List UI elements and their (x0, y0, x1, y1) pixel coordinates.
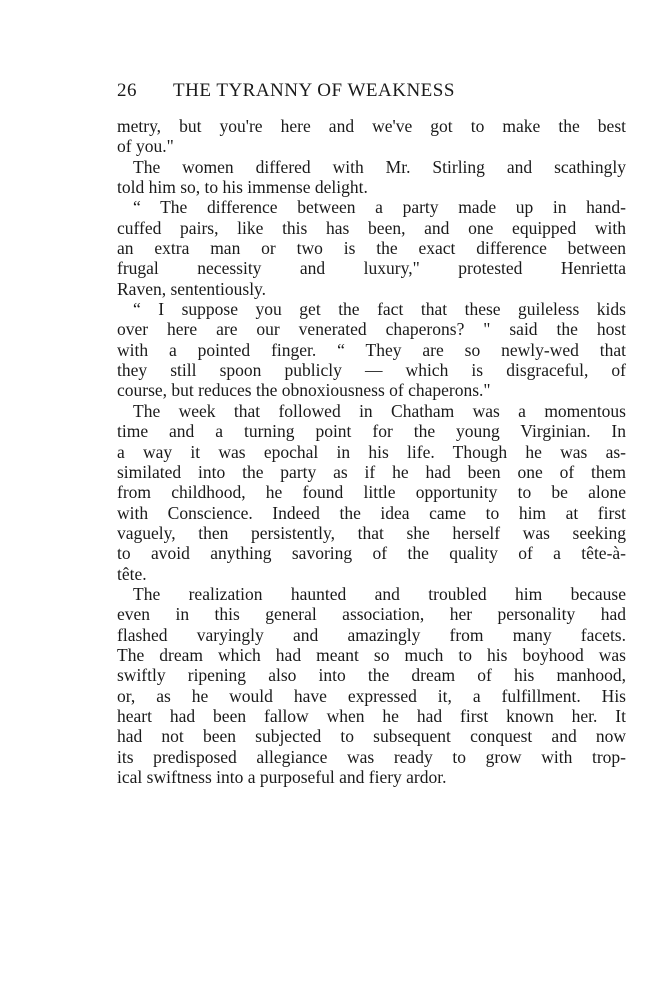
text-line: of you." (117, 136, 174, 157)
text-line: The week that followed in Chatham was a momentous (133, 400, 626, 421)
text-line: similated into the party as if he had been one of them (117, 461, 626, 482)
page-body-text (117, 116, 626, 787)
text-line: with Conscience. Indeed the idea came to him at first (117, 502, 626, 523)
text-line: time and a turning point for the young Virginian. In (117, 421, 626, 442)
text-line: tête. (117, 563, 147, 584)
text-line: from childhood, he found little opportunity to be alone (117, 482, 626, 503)
text-line: a way it was epochal in his life. Though he was as- (117, 441, 626, 462)
text-line: flashed varyingly and amazingly from many facets. (117, 624, 626, 645)
text-line: swiftly ripening also into the dream of his manhood, (117, 665, 626, 686)
text-line: The women differed with Mr. Stirling and scathingly (133, 156, 626, 177)
running-title: THE TYRANNY OF WEAKNESS (173, 80, 455, 101)
page-number: 26 (117, 80, 137, 101)
text-line: heart had been fallow when he had first known her. It (117, 705, 626, 726)
text-line: they still spoon publicly — which is disgraceful, of (117, 360, 626, 381)
text-line: The dream which had meant so much to his boyhood was (117, 644, 626, 665)
text-line: Raven, sententiously. (117, 278, 267, 299)
text-line: with a pointed finger. “ They are so newly-wed that (117, 339, 626, 360)
text-line: metry, but you're here and we've got to make the best (117, 116, 626, 136)
text-line: ical swiftness into a purposeful and fiery ardor. (117, 767, 447, 787)
running-header (117, 80, 627, 102)
text-line: to avoid anything savoring of the quality of a tête-à- (117, 543, 626, 564)
text-line: course, but reduces the obnoxiousness of chaperons." (117, 380, 491, 401)
text-line: The realization haunted and troubled him because (133, 583, 626, 604)
text-line: cuffed pairs, like this has been, and one equipped with (117, 217, 626, 238)
text-line: “ I suppose you get the fact that these guileless kids (133, 299, 626, 320)
text-line: its predisposed allegiance was ready to grow with trop- (117, 746, 626, 767)
text-line: “ The difference between a party made up in hand- (133, 197, 626, 218)
text-line: told him so, to his immense delight. (117, 177, 368, 198)
text-line: or, as he would have expressed it, a fulfillment. His (117, 685, 626, 706)
text-line: vaguely, then persistently, that she herself was seeking (117, 522, 626, 543)
text-line: had not been subjected to subsequent conquest and now (117, 726, 626, 747)
text-line: an extra man or two is the exact difference between (117, 238, 626, 259)
text-line: over here are our venerated chaperons? " said the host (117, 319, 626, 340)
text-line: even in this general association, her personality had (117, 604, 626, 625)
text-line: frugal necessity and luxury," protested Henrietta (117, 258, 626, 279)
